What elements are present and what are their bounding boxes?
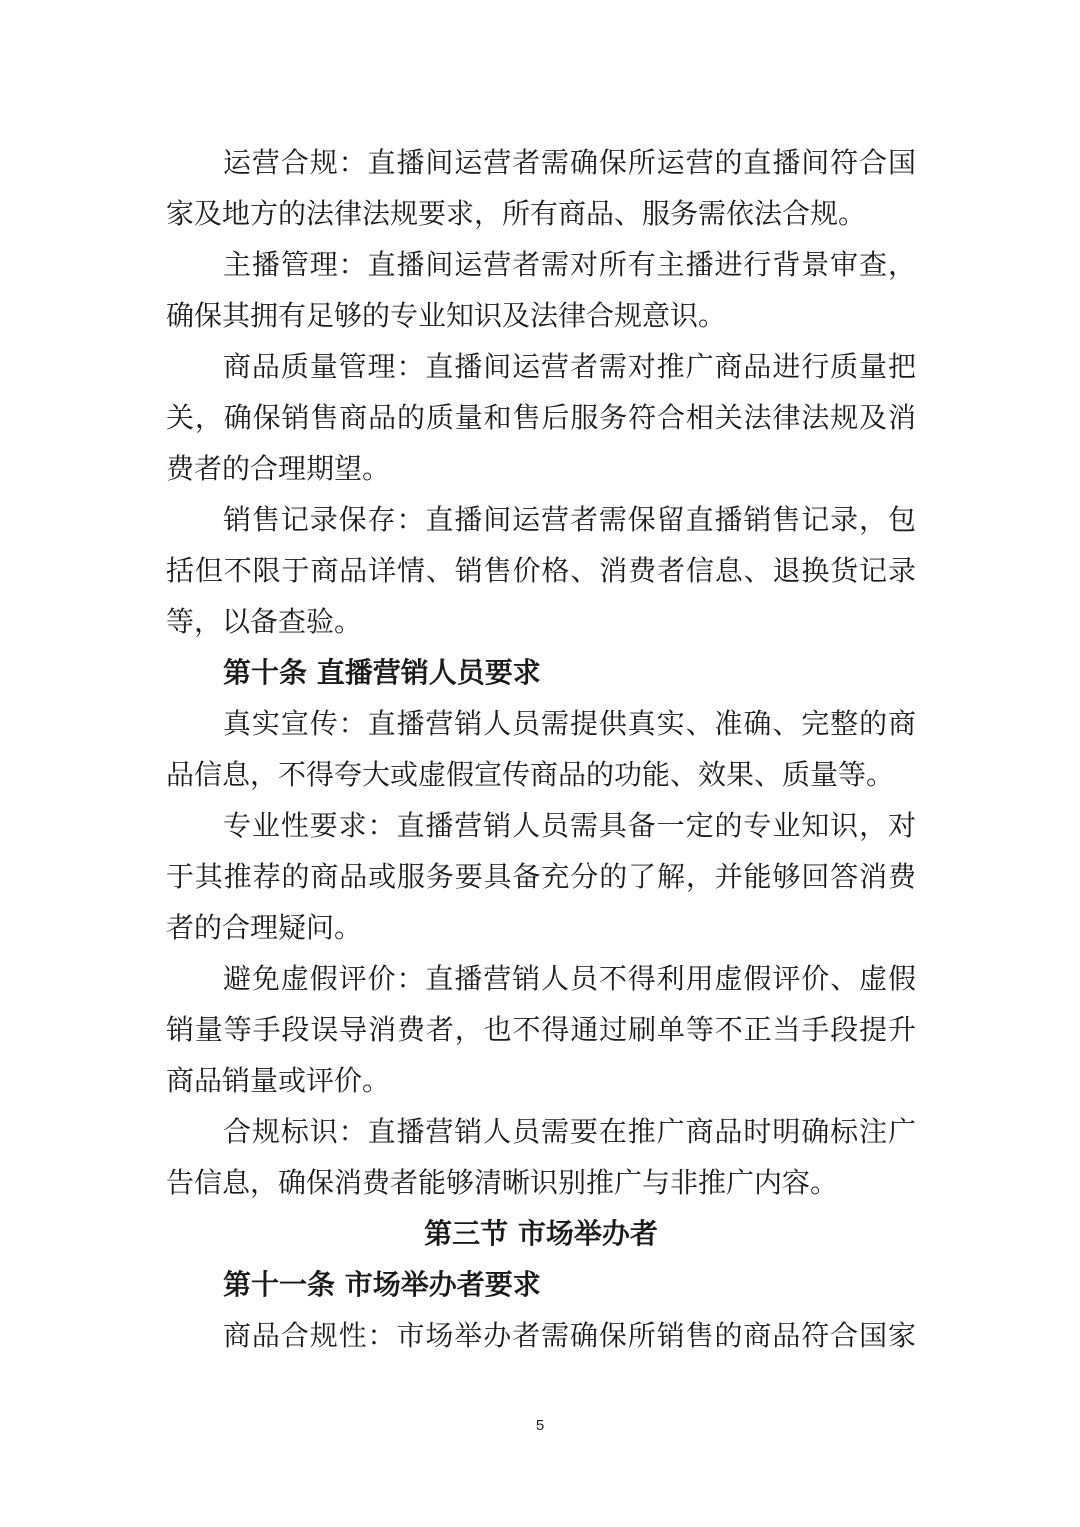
- paragraph-line: 括但不限于商品详情、销售价格、消费者信息、退换货记录: [166, 554, 916, 587]
- paragraph-line: 专业性要求：直播营销人员需具备一定的专业知识，对: [223, 809, 916, 842]
- paragraph-line: 销量等手段误导消费者，也不得通过刷单等不正当手段提升: [166, 1013, 916, 1046]
- document-body: [166, 137, 916, 1361]
- paragraph-line: 主播管理：直播间运营者需对所有主播进行背景审查，: [223, 248, 916, 281]
- paragraph-line: 避免虚假评价：直播营销人员不得利用虚假评价、虚假: [223, 962, 916, 995]
- section-heading: 第三节 市场举办者: [424, 1217, 658, 1250]
- paragraph-line: 商品销量或评价。: [166, 1064, 391, 1097]
- article-heading: 第十条 直播营销人员要求: [223, 656, 541, 689]
- paragraph-line: 告信息，确保消费者能够清晰识别推广与非推广内容。: [166, 1166, 839, 1199]
- paragraph-line: 家及地方的法律法规要求，所有商品、服务需依法合规。: [166, 197, 867, 230]
- paragraph-line: 商品质量管理：直播间运营者需对推广商品进行质量把: [223, 350, 916, 383]
- article-heading: 第十一条 市场举办者要求: [223, 1268, 541, 1301]
- paragraph-line: 确保其拥有足够的专业知识及法律合规意识。: [166, 299, 727, 332]
- paragraph-line: 商品合规性：市场举办者需确保所销售的商品符合国家: [223, 1319, 916, 1352]
- paragraph-line: 关，确保销售商品的质量和售后服务符合相关法律法规及消: [166, 401, 916, 434]
- page-number: 5: [535, 1417, 545, 1434]
- paragraph-line: 等，以备查验。: [166, 605, 363, 638]
- paragraph-line: 费者的合理期望。: [166, 452, 391, 485]
- paragraph-line: 运营合规：直播间运营者需确保所运营的直播间符合国: [223, 146, 916, 179]
- paragraph-line: 真实宣传：直播营销人员需提供真实、准确、完整的商: [223, 707, 916, 740]
- paragraph-line: 于其推荐的商品或服务要具备充分的了解，并能够回答消费: [166, 860, 916, 893]
- paragraph-line: 者的合理疑问。: [166, 911, 363, 944]
- paragraph-line: 销售记录保存：直播间运营者需保留直播销售记录，包: [223, 503, 916, 536]
- paragraph-line: 品信息，不得夸大或虚假宣传商品的功能、效果、质量等。: [166, 758, 895, 791]
- paragraph-line: 合规标识：直播营销人员需要在推广商品时明确标注广: [223, 1115, 916, 1148]
